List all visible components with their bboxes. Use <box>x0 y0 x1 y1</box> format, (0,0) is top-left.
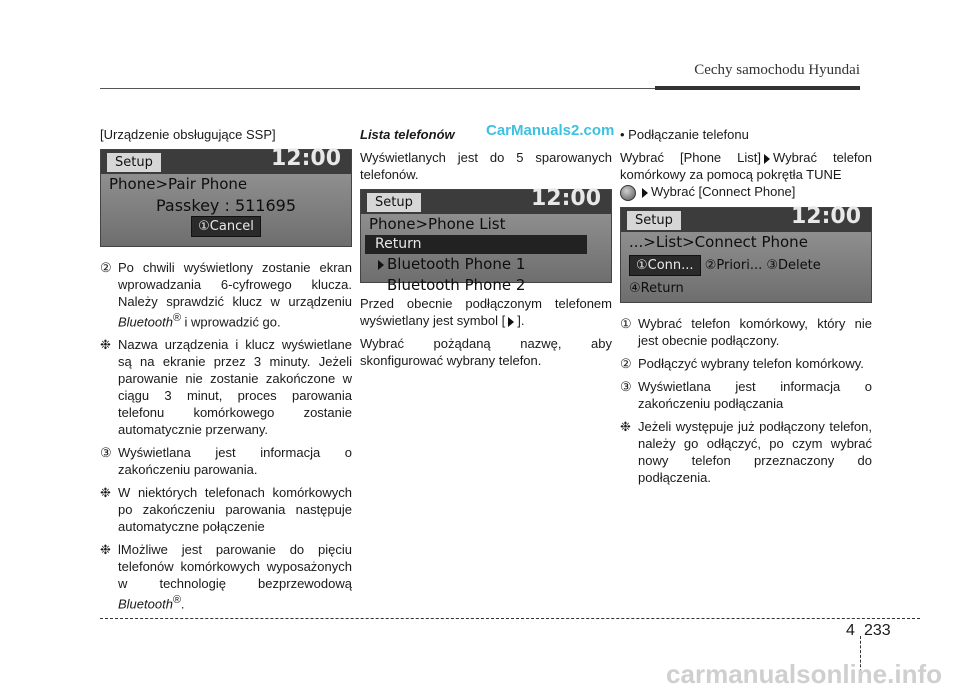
ssp-heading: [Urządzenie obsługujące SSP] <box>100 127 276 142</box>
connect-phone-bullet: • Podłączanie telefonu <box>620 127 749 142</box>
lcd-clock: 12:00 <box>790 203 861 229</box>
page-number: 233 <box>864 622 891 639</box>
lcd-top-bar <box>621 203 871 232</box>
arrow-icon <box>764 154 770 164</box>
connected-pointer-icon <box>378 260 384 270</box>
symbol-note-text: Przed obecnie podłączonym telefonem wyświetlany jest symbol [ <box>360 296 612 328</box>
step-3 <box>620 378 872 412</box>
step-text: Wybrać telefon komórkowy, który nie jest obecnie podłączony. <box>638 315 872 348</box>
instr-part-2: Wybrać telefon komórkowy za pomocą pokrętła TUNE <box>620 150 872 182</box>
step-number-icon: ③ <box>620 378 632 394</box>
lcd-breadcrumb: Phone>Pair Phone <box>109 175 248 193</box>
note-tail: . <box>180 596 185 612</box>
section-title-phone-list: Lista telefonów <box>360 127 455 142</box>
lcd-return-row: Return <box>365 235 587 254</box>
instr-part-1: Wybrać [Phone List] <box>620 150 762 165</box>
lcd-pair-phone-screen <box>100 146 352 247</box>
chapter-number: 4 <box>846 622 855 639</box>
step-number-icon: ② <box>100 260 112 275</box>
arrow-icon <box>642 188 648 198</box>
watermark-carmanuals2: CarManuals2.com <box>486 122 615 139</box>
lcd-setup-tag: Setup <box>627 211 681 230</box>
registered-mark: ® <box>172 594 181 607</box>
registered-mark: ® <box>172 312 181 324</box>
footer-rule <box>100 618 920 619</box>
bluetooth-term: Bluetooth <box>118 314 173 330</box>
step-number-icon: ① <box>620 315 632 331</box>
lcd-passkey: Passkey : 511695 <box>155 196 297 215</box>
lcd-button-row <box>101 216 351 237</box>
symbol-note-end: ]. <box>517 313 525 328</box>
column-2 <box>360 126 612 375</box>
step-2 <box>620 355 872 372</box>
bluetooth-term: Bluetooth <box>118 596 173 612</box>
column-3 <box>620 126 872 492</box>
step-number-icon: ② <box>620 355 632 371</box>
connect-instruction <box>620 149 872 201</box>
lcd-clock: 12:00 <box>530 186 601 211</box>
step-text: Podłączyć wybrany telefon komórkowy. <box>638 355 864 371</box>
step-number-icon: ③ <box>100 445 112 461</box>
note-2 <box>100 484 352 535</box>
lcd-connect-button: ①Conn... <box>629 255 701 276</box>
step-text: Wyświetlana jest informacja o zakończeniu podłączania <box>638 378 872 411</box>
lcd-bt-phone-1 <box>361 254 611 275</box>
pointer-symbol-icon <box>508 317 514 327</box>
lcd-top-bar <box>101 146 351 174</box>
note-text: lMożliwe jest parowanie do pięciu telefonów komórkowych wyposażonych w technologię bezprzewodową <box>118 542 352 592</box>
note-icon: ❉ <box>100 337 111 353</box>
step-text: Wyświetlana jest informacja o zakończeniu parowania. <box>118 445 352 478</box>
note-disconnect <box>620 418 872 486</box>
lcd-delete-label: ③Delete <box>766 257 821 273</box>
note-1 <box>100 336 352 438</box>
note-icon: ❉ <box>620 418 631 434</box>
lcd-setup-tag: Setup <box>367 193 421 212</box>
lcd-button-row <box>621 253 871 278</box>
lcd-bt-phone-2: Bluetooth Phone 2 <box>387 276 526 294</box>
lcd-cancel-button: ①Cancel <box>191 216 261 237</box>
select-instruction: Wybrać pożądaną nazwę, aby skonfigurować wybrany telefon. <box>360 336 612 368</box>
step-text: Po chwili wyświetlony zostanie ekran wprowadzania 6-cyfrowego klucza. Należy sprawdzić klucz w urządzeniu <box>118 260 352 309</box>
note-text: Jeżeli występuje już podłączony telefon, należy go odłączyć, po czym wybrać nowy telefon przeznaczony do podłączenia. <box>638 418 872 485</box>
column-1 <box>100 126 352 619</box>
lcd-connect-phone-screen <box>620 203 872 303</box>
step-2 <box>100 259 352 330</box>
symbol-note <box>360 295 612 329</box>
lcd-priority-label: ②Priori... <box>704 257 763 273</box>
step-3 <box>100 444 352 478</box>
step-text-tail: i wprowadzić go. <box>180 314 281 330</box>
lcd-return-label: ④Return <box>629 280 684 296</box>
header-rule-accent <box>655 86 860 90</box>
lcd-breadcrumb: ...>List>Connect Phone <box>629 232 808 251</box>
note-text: W niektórych telefonach komórkowych po zakończeniu parowania następuje automatyczne połączenie <box>118 485 352 535</box>
lcd-breadcrumb: Phone>Phone List <box>369 215 506 233</box>
note-3 <box>100 541 352 612</box>
note-text: Nazwa urządzenia i klucz wyświetlane są na ekranie przez 3 minuty. Jeżeli parowanie nie zostanie zakończone w ciągu 3 minut, proces parowania telefonu komórkowego zostanie automatycznie przerwany. <box>118 337 352 438</box>
tune-knob-icon <box>620 185 636 201</box>
lcd-phone-list-screen <box>360 186 612 294</box>
step-1 <box>620 315 872 349</box>
lcd-top-bar <box>361 186 611 214</box>
bt-phone-1-label: Bluetooth Phone 1 <box>387 255 526 273</box>
lcd-setup-tag: Setup <box>107 153 161 172</box>
running-header: Cechy samochodu Hyundai <box>694 62 860 78</box>
lcd-clock: 12:00 <box>270 146 341 171</box>
note-icon: ❉ <box>100 485 111 501</box>
site-watermark: carmanualsonline.info <box>666 659 942 689</box>
phone-list-intro: Wyświetlanych jest do 5 sparowanych telefonów. <box>360 150 612 182</box>
note-icon: ❉ <box>100 542 111 558</box>
instr-part-3: Wybrać [Connect Phone] <box>651 184 796 199</box>
